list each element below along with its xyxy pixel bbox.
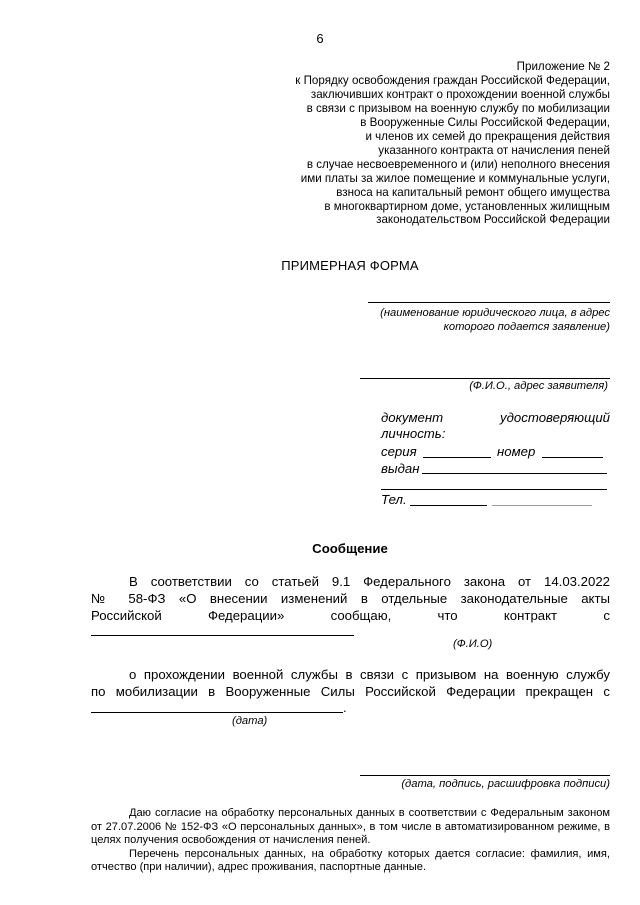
message-paragraph-1 <box>91 573 610 624</box>
appendix-line: к Порядку освобождения граждан Российской Федерации, <box>295 73 610 87</box>
page-number: 6 <box>316 31 324 46</box>
number-field-line[interactable] <box>542 457 603 458</box>
consent-paragraph: Перечень персональных данных, на обработку которых дается согласие: фамилия, имя, отчество (при наличии), адрес проживания, паспортные данные. <box>91 847 610 874</box>
id-document-subheading: личность: <box>381 426 446 441</box>
paragraph-word: с <box>603 608 610 623</box>
phone-field-line-2[interactable] <box>492 505 592 506</box>
message-title: Сообщение <box>312 541 388 556</box>
date-field-line[interactable] <box>91 712 343 713</box>
paragraph-line <box>91 607 610 624</box>
series-field-line[interactable] <box>423 457 491 458</box>
date-caption: (дата) <box>232 715 268 727</box>
appendix-line: Приложение № 2 <box>516 60 610 73</box>
issued-label: выдан <box>381 461 420 476</box>
paragraph-text: В соответствии со статьей 9.1 Федерального закона от 14.03.2022 <box>129 574 610 589</box>
paragraph-text: по мобилизации в Вооруженные Силы Российской Федерации прекращен с <box>91 684 610 699</box>
appendix-line: в связи с призывом на военную службу по мобилизации <box>306 101 610 115</box>
paragraph-line <box>91 666 610 683</box>
series-label: серия <box>381 444 417 459</box>
paragraph-text: о прохождении военной службы в связи с призывом на военную службу <box>129 667 610 682</box>
paragraph-line <box>91 683 610 700</box>
recipient-caption: (наименование юридического лица, в адрес которого подается заявление) <box>380 307 610 333</box>
number-label: номер <box>497 444 536 459</box>
appendix-line: в Вооруженные Силы Российской Федерации, <box>360 115 610 129</box>
appendix-line: законодательством Российской Федерации <box>376 213 610 227</box>
consent-paragraph: Даю согласие на обработку персональных данных в соответствии с Федеральным законом от 27.07.2006 № 152-ФЗ «О персональных данных», в том числе в автоматизированном режиме, в целях получения освобождения от начисления пеней. <box>91 807 610 847</box>
id-document-word: документ <box>381 410 444 425</box>
message-paragraph-2 <box>91 666 610 700</box>
signature-caption: (дата, подпись, расшифровка подписи) <box>401 778 610 790</box>
issued-field-line[interactable] <box>422 473 607 474</box>
phone-label: Тел. <box>381 492 407 507</box>
applicant-caption: (Ф.И.О., адрес заявителя) <box>469 380 608 392</box>
form-title: ПРИМЕРНАЯ ФОРМА <box>281 258 419 273</box>
paragraph-word: Российской <box>91 608 162 623</box>
paragraph-line <box>91 573 610 590</box>
id-document-word: удостоверяющий <box>500 410 610 425</box>
phone-field-line[interactable] <box>410 505 487 506</box>
appendix-line: взноса на капитальный ремонт общего имущества <box>336 185 610 199</box>
appendix-line: указанного контракта от начисления пеней <box>378 143 610 157</box>
fio-field-line[interactable] <box>91 635 354 636</box>
id-document-heading <box>381 410 610 425</box>
issued-field-line-2[interactable] <box>381 489 607 490</box>
paragraph-word: контракт <box>503 608 558 623</box>
paragraph-word: Федерации» <box>207 608 285 623</box>
appendix-header <box>250 60 610 227</box>
recipient-field-line[interactable] <box>368 302 610 303</box>
paragraph-line <box>91 590 610 607</box>
consent-note <box>91 807 610 875</box>
date-period: . <box>343 700 347 715</box>
appendix-line: и членов их семей до прекращения действия <box>365 129 610 143</box>
signature-field-line[interactable] <box>360 775 610 776</box>
appendix-line: ими платы за жилое помещение и коммунальные услуги, <box>300 171 610 185</box>
appendix-line: заключивших контракт о прохождении военной службы <box>310 87 610 101</box>
paragraph-text: № 58-ФЗ «О внесении изменений в отдельные законодательные акты <box>91 591 610 606</box>
appendix-line: в многоквартирном доме, установленных жилищным <box>324 199 610 213</box>
fio-caption: (Ф.И.О) <box>453 638 493 650</box>
paragraph-word: что <box>437 608 458 623</box>
paragraph-word: сообщаю, <box>330 608 392 623</box>
appendix-line: в случае несвоевременного и (или) неполного внесения <box>306 157 610 171</box>
